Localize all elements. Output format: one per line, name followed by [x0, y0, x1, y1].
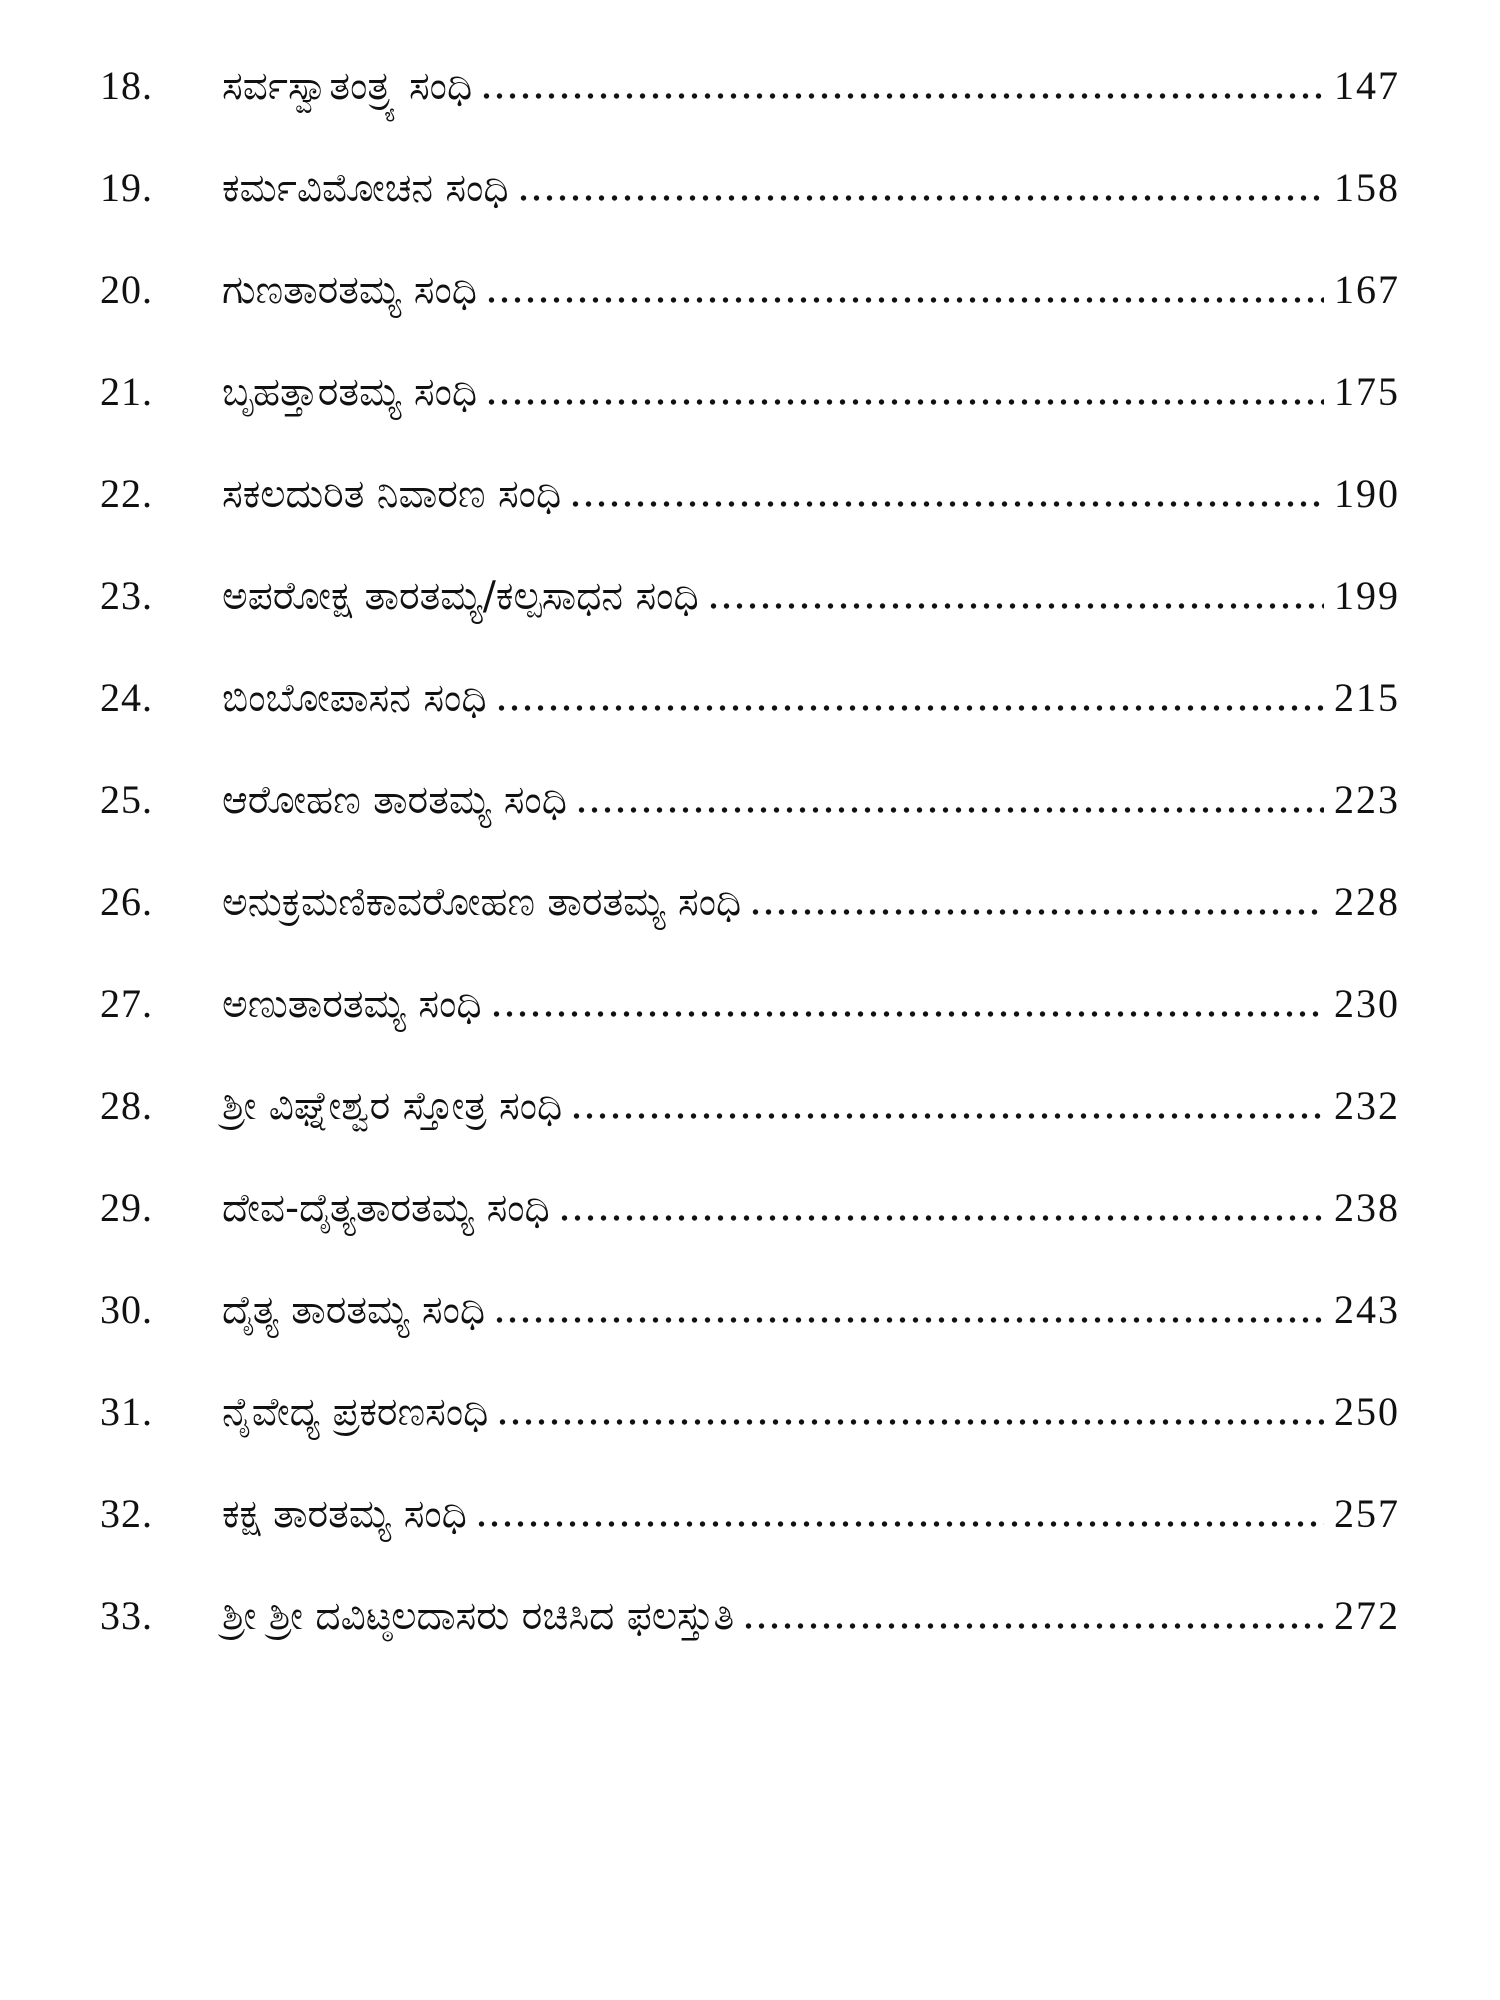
table-of-contents [100, 62, 1400, 1694]
entry-page-number: 238 [1334, 1185, 1400, 1230]
dot-leader [558, 1215, 1324, 1221]
entry-page-number: 175 [1334, 369, 1400, 414]
entry-page-number: 190 [1334, 471, 1400, 516]
entry-page-number: 158 [1334, 165, 1400, 210]
toc-entry [100, 980, 1400, 1082]
dot-leader [575, 807, 1324, 813]
entry-page-number: 199 [1334, 573, 1400, 618]
toc-entry [100, 1592, 1400, 1694]
entry-title: ಅಪರೋಕ್ಷ ತಾರತಮ್ಯ/ಕಲ್ಪಸಾಧನ ಸಂಧಿ [222, 574, 699, 619]
entry-number: 22. [100, 471, 153, 516]
entry-title: ಬೃಹತ್ತಾರತಮ್ಯ ಸಂಧಿ [222, 370, 478, 415]
entry-title: ಶ್ರೀ ವಿಘ್ನೇಶ್ವರ ಸ್ತೋತ್ರ ಸಂಧಿ [222, 1084, 563, 1129]
dot-leader [569, 501, 1324, 507]
entry-title: ಬಿಂಬೋಪಾಸನ ಸಂಧಿ [222, 676, 487, 721]
toc-entry [100, 1286, 1400, 1388]
entry-number: 29. [100, 1185, 153, 1230]
dot-leader [475, 1521, 1324, 1527]
entry-title: ಶ್ರೀ ಶ್ರೀ ದವಿಟ್ಠಲದಾಸರು ರಚಿಸಿದ ಫಲಸ್ತುತಿ [222, 1594, 735, 1639]
toc-entry [100, 62, 1400, 164]
entry-title: ಅಣುತಾರತಮ್ಯ ಸಂಧಿ [222, 982, 482, 1027]
toc-entry [100, 878, 1400, 980]
toc-entry [100, 1388, 1400, 1490]
entry-number: 24. [100, 675, 153, 720]
entry-page-number: 147 [1334, 63, 1400, 108]
entry-title: ನೈವೇದ್ಯ ಪ್ರಕರಣಸಂಧಿ [222, 1390, 489, 1435]
entry-title: ಕರ್ಮವಿಮೋಚನ ಸಂಧಿ [222, 166, 509, 211]
toc-entry [100, 572, 1400, 674]
entry-page-number: 223 [1334, 777, 1400, 822]
entry-number: 32. [100, 1491, 153, 1536]
entry-title: ಕಕ್ಷ ತಾರತಮ್ಯ ಸಂಧಿ [222, 1492, 467, 1537]
toc-entry [100, 1490, 1400, 1592]
dot-leader [485, 399, 1324, 405]
entry-number: 31. [100, 1389, 153, 1434]
toc-entry [100, 368, 1400, 470]
dot-leader [749, 909, 1324, 915]
toc-entry [100, 674, 1400, 776]
dot-leader [493, 1317, 1324, 1323]
dot-leader [742, 1623, 1324, 1629]
entry-title: ದೇವ-ದೈತ್ಯತಾರತಮ್ಯ ಸಂಧಿ [222, 1186, 550, 1231]
dot-leader [490, 1011, 1324, 1017]
entry-title: ಸಕಲದುರಿತ ನಿವಾರಣ ಸಂಧಿ [222, 472, 562, 517]
dot-leader [570, 1113, 1324, 1119]
entry-title: ಗುಣತಾರತಮ್ಯ ಸಂಧಿ [222, 268, 477, 313]
entry-page-number: 272 [1334, 1593, 1400, 1638]
entry-number: 28. [100, 1083, 153, 1128]
dot-leader [495, 705, 1324, 711]
entry-page-number: 243 [1334, 1287, 1400, 1332]
toc-entry [100, 266, 1400, 368]
entry-page-number: 250 [1334, 1389, 1400, 1434]
entry-page-number: 167 [1334, 267, 1400, 312]
dot-leader [480, 93, 1324, 99]
entry-title: ಅನುಕ್ರಮಣಿಕಾವರೋಹಣ ತಾರತಮ್ಯ ಸಂಧಿ [222, 880, 742, 925]
toc-entry [100, 776, 1400, 878]
entry-page-number: 215 [1334, 675, 1400, 720]
entry-title: ದೈತ್ಯ ತಾರತಮ್ಯ ಸಂಧಿ [222, 1288, 486, 1333]
entry-number: 23. [100, 573, 153, 618]
entry-page-number: 228 [1334, 879, 1400, 924]
entry-title: ಸರ್ವಸ್ವಾತಂತ್ರ್ಯ ಸಂಧಿ [222, 64, 473, 109]
entry-page-number: 257 [1334, 1491, 1400, 1536]
entry-page-number: 232 [1334, 1083, 1400, 1128]
entry-number: 30. [100, 1287, 153, 1332]
toc-entry [100, 1184, 1400, 1286]
entry-number: 25. [100, 777, 153, 822]
entry-number: 19. [100, 165, 153, 210]
entry-number: 26. [100, 879, 153, 924]
toc-entry [100, 1082, 1400, 1184]
entry-number: 18. [100, 63, 153, 108]
entry-page-number: 230 [1334, 981, 1400, 1026]
entry-number: 27. [100, 981, 153, 1026]
dot-leader [496, 1419, 1324, 1425]
toc-entry [100, 470, 1400, 572]
entry-number: 20. [100, 267, 153, 312]
dot-leader [707, 603, 1324, 609]
dot-leader [517, 195, 1324, 201]
entry-title: ಆರೋಹಣ ತಾರತಮ್ಯ ಸಂಧಿ [222, 778, 567, 823]
entry-number: 21. [100, 369, 153, 414]
entry-number: 33. [100, 1593, 153, 1638]
dot-leader [485, 297, 1324, 303]
toc-entry [100, 164, 1400, 266]
